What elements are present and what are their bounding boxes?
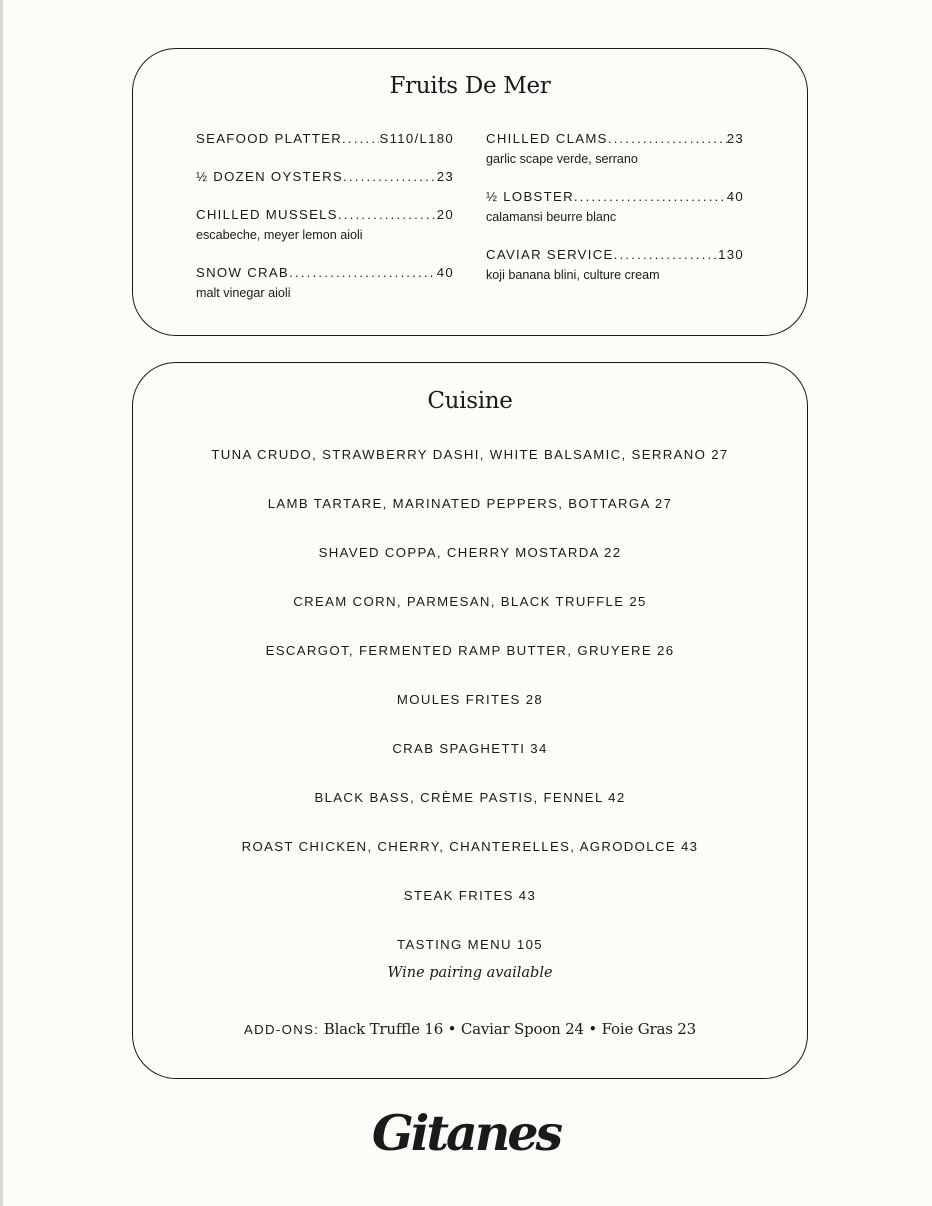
- menu-item: [196, 264, 454, 302]
- gitanes-logo: Gitanes: [371, 1104, 561, 1162]
- menu-item-name: ½ DOZEN OYSTERS: [196, 169, 344, 184]
- cuisine-dish: ROAST CHICKEN, CHERRY, CHANTERELLES, AGRODOLCE 43: [241, 839, 699, 854]
- menu-item-name: CAVIAR SERVICE: [486, 247, 614, 262]
- menu-item-description: malt vinegar aioli: [196, 286, 291, 300]
- dot-leader: [574, 188, 727, 206]
- cuisine-dish: TUNA CRUDO, STRAWBERRY DASHI, WHITE BALSAMIC, SERRANO 27: [211, 447, 729, 462]
- menu-item-name: ½ LOBSTER: [486, 189, 574, 204]
- menu-item-name: SEAFOOD PLATTER: [196, 131, 343, 146]
- cuisine-dish: MOULES FRITES 28: [396, 692, 544, 707]
- cuisine-dish: CREAM CORN, PARMESAN, BLACK TRUFFLE 25: [293, 594, 647, 609]
- add-ons-list: Black Truffle 16 • Caviar Spoon 24 • Foie Gras 23: [323, 1020, 696, 1038]
- menu-item-name: SNOW CRAB: [196, 265, 290, 280]
- fruits-de-mer-right-column: [486, 130, 744, 304]
- cuisine-dish: BLACK BASS, CRÈME PASTIS, FENNEL 42: [314, 790, 626, 805]
- menu-item: [196, 168, 454, 186]
- cuisine-section: [132, 362, 808, 1079]
- fruits-de-mer-heading: Fruits De Mer: [389, 73, 551, 99]
- menu-item-price: 40: [436, 265, 454, 280]
- menu-item: [486, 246, 744, 284]
- fruits-de-mer-section: [132, 48, 808, 336]
- add-ons-line: [133, 1020, 807, 1039]
- cuisine-heading: Cuisine: [427, 388, 513, 414]
- menu-item-description: calamansi beurre blanc: [486, 210, 617, 224]
- menu-item-description: koji banana blini, culture cream: [486, 268, 660, 282]
- menu-item-name: CHILLED MUSSELS: [196, 207, 338, 222]
- menu-item: [486, 188, 744, 226]
- menu-item: [486, 130, 744, 168]
- cuisine-dish: STEAK FRITES 43: [403, 888, 537, 903]
- dot-leader: [289, 264, 437, 282]
- cuisine-dish: ESCARGOT, FERMENTED RAMP BUTTER, GRUYERE 26: [265, 643, 675, 658]
- menu-item-price: 23: [726, 131, 744, 146]
- menu-item-price: S110/L180: [379, 131, 454, 146]
- menu-item-description: garlic scape verde, serrano: [486, 152, 638, 166]
- dot-leader: [338, 206, 437, 224]
- menu-item: [196, 130, 454, 148]
- menu-item-price: 20: [436, 207, 454, 222]
- dot-leader: [614, 246, 718, 264]
- menu-item-price: 40: [726, 189, 744, 204]
- wine-pairing-note: Wine pairing available: [387, 965, 553, 981]
- page-edge: [0, 0, 3, 1206]
- menu-item-name: CHILLED CLAMS: [486, 131, 608, 146]
- menu-item-price: 23: [436, 169, 454, 184]
- menu-item-description: escabeche, meyer lemon aioli: [196, 228, 363, 242]
- dot-leader: [343, 168, 437, 186]
- add-ons-label: ADD-ONS:: [244, 1022, 320, 1037]
- fruits-de-mer-left-column: [196, 130, 454, 322]
- cuisine-dish: TASTING MENU 105: [397, 937, 543, 952]
- cuisine-dish: CRAB SPAGHETTI 34: [392, 741, 548, 756]
- cuisine-dish: SHAVED COPPA, CHERRY MOSTARDA 22: [318, 545, 622, 560]
- cuisine-dish: LAMB TARTARE, MARINATED PEPPERS, BOTTARGA 27: [267, 496, 673, 511]
- menu-item-price: 130: [718, 247, 744, 262]
- menu-item: [196, 206, 454, 244]
- dot-leader: [342, 130, 379, 148]
- dot-leader: [608, 130, 727, 148]
